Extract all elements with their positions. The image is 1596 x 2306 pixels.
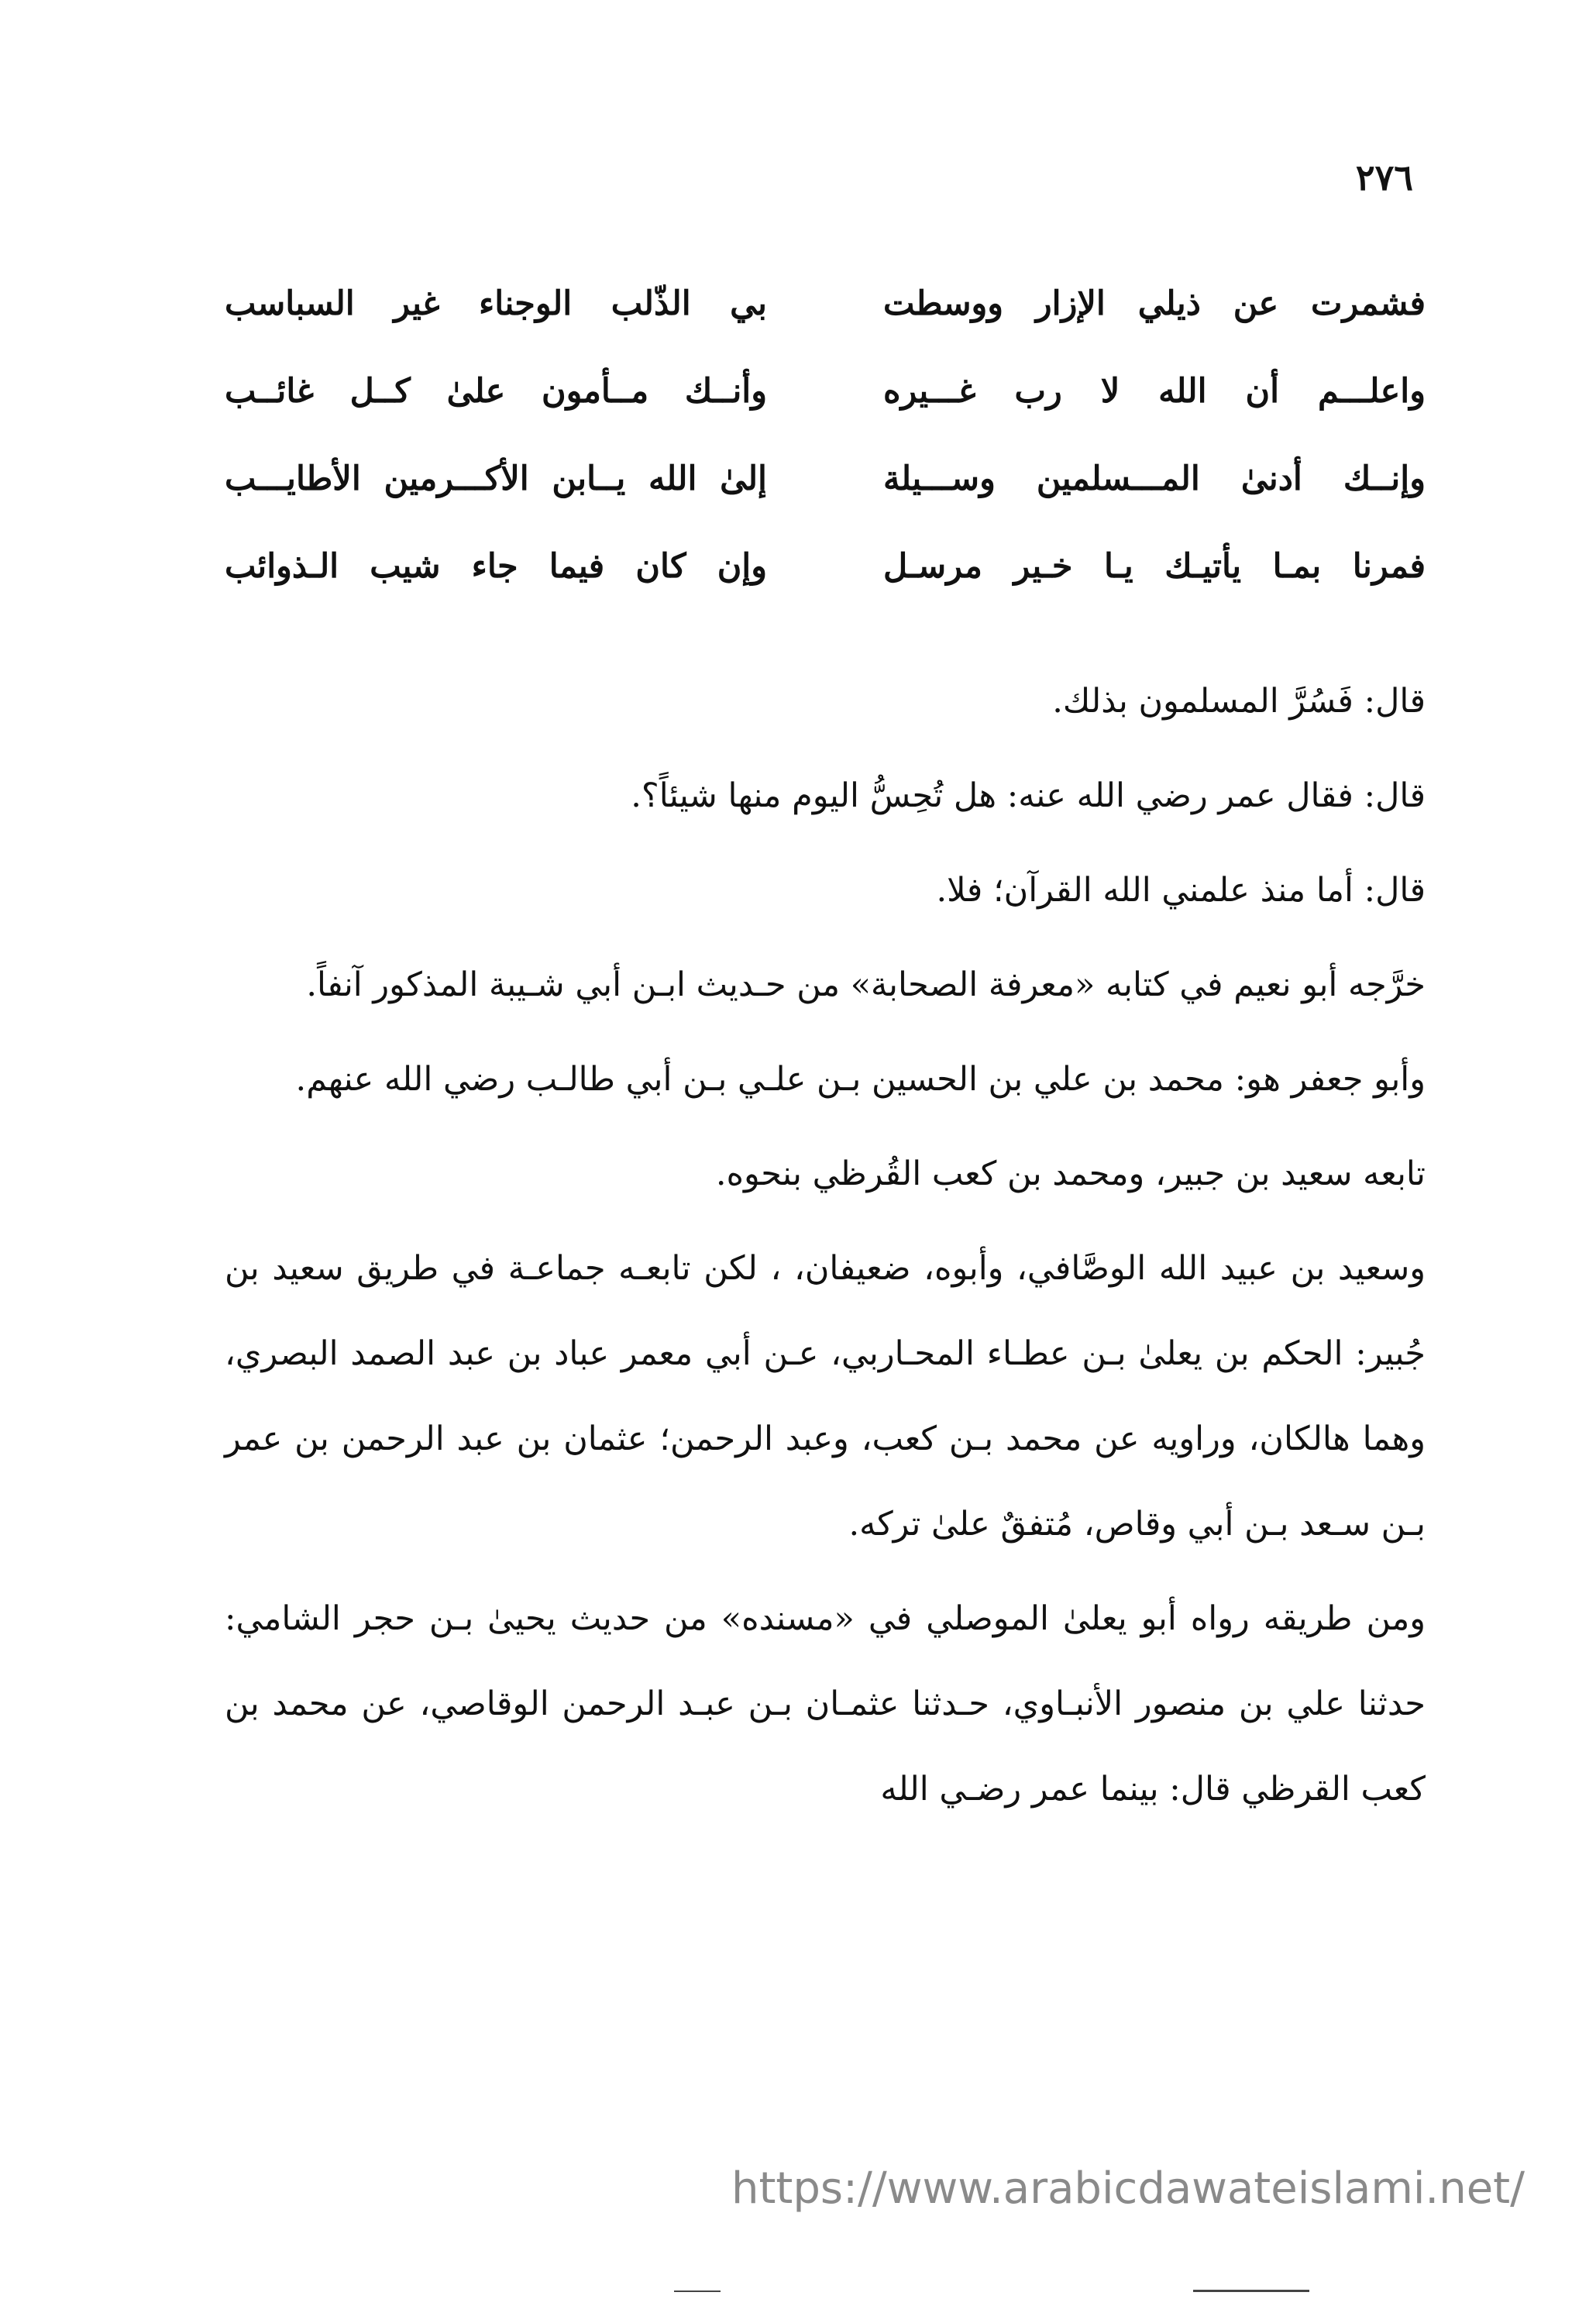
paragraph: ومن طريقه رواه أبو يعلىٰ الموصلي في «مسنده» من حديث يحيىٰ بـن حجر الشامي: حدثنا علي بن منصور الأنبـاوي، حـدثنا عثمـان بـن عبـد الرحمن الوقاصي، عن محمد بن كعب القرظي قال: بينما عمر رضـي الله xyxy=(225,1599,1426,1809)
verse-second-hemistich: وأنــك مــأمون علىٰ كــل غائــب xyxy=(225,371,767,411)
verse-first-hemistich: واعلـــم أن الله لا رب غـــيره xyxy=(883,371,1426,411)
poem-verse xyxy=(225,347,1426,435)
paragraph: قال: فقال عمر رضي الله عنه: هل تُحِسُّ اليوم منها شيئاً؟. xyxy=(631,776,1426,815)
verse-second-hemistich: إلىٰ الله يــابن الأكـــرمين الأطايـــب xyxy=(225,459,767,498)
verse-second-hemistich: بي الذّلب الوجناء غير السباسب xyxy=(225,284,767,323)
paragraph: وأبو جعفر هو: محمد بن علي بن الحسين بـن علـي بـن أبي طالـب رضي الله عنهم. xyxy=(295,1060,1426,1099)
paragraph: قال: أما منذ علمني الله القرآن؛ فلا. xyxy=(936,871,1426,910)
poem-verse xyxy=(225,260,1426,347)
paragraph: قال: فَسُرَّ المسلمون بذلك. xyxy=(1052,682,1426,721)
page-number: ٢٧٦ xyxy=(1355,157,1413,198)
paragraph: وسعيد بن عبيد الله الوصَّافي، وأبوه، ضعيفان، ، لكن تابعـه جماعـة في طريق سعيد بن جُبير: الحكم بن يعلىٰ بـن عطـاء المحـاربي، عـن أبي معمر عباد بن عبد الصمد البصري، وهما هالكان، وراويه عن محمد بـن كعب، وعبد الرحمن؛ عثمان بن عبد الرحمن بن عمر بـن سـعد بـن أبي وقاص، مُتفقٌ علىٰ تركه. xyxy=(225,1249,1426,1544)
paragraph: خرَّجه أبو نعيم في كتابه «معرفة الصحابة» من حـديث ابـن أبي شـيبة المذكور آنفاً. xyxy=(306,965,1426,1004)
watermark-url: https://www.arabicdawateislami.net/ xyxy=(731,2163,1525,2214)
verse-first-hemistich: وإنــك أدنىٰ المـــسلمين وســـيلة xyxy=(883,459,1426,498)
verse-first-hemistich: فمرنا بمـا يأتيـك يـا خـير مرسـل xyxy=(883,546,1426,586)
body-text xyxy=(225,659,1426,1841)
verse-second-hemistich: وإن كان فيما جاء شيب الـذوائب xyxy=(225,546,767,586)
poem-verse xyxy=(225,435,1426,522)
poem-verse xyxy=(225,522,1426,610)
paragraph: تابعه سعيد بن جبير، ومحمد بن كعب القُرظي بنحوه. xyxy=(715,1155,1426,1193)
verse-first-hemistich: فشمرت عن ذيلي الإزار ووسطت xyxy=(883,284,1426,323)
poem-block xyxy=(225,260,1426,610)
scan-edge-line xyxy=(674,2291,721,2292)
scan-edge-line xyxy=(1193,2290,1309,2292)
